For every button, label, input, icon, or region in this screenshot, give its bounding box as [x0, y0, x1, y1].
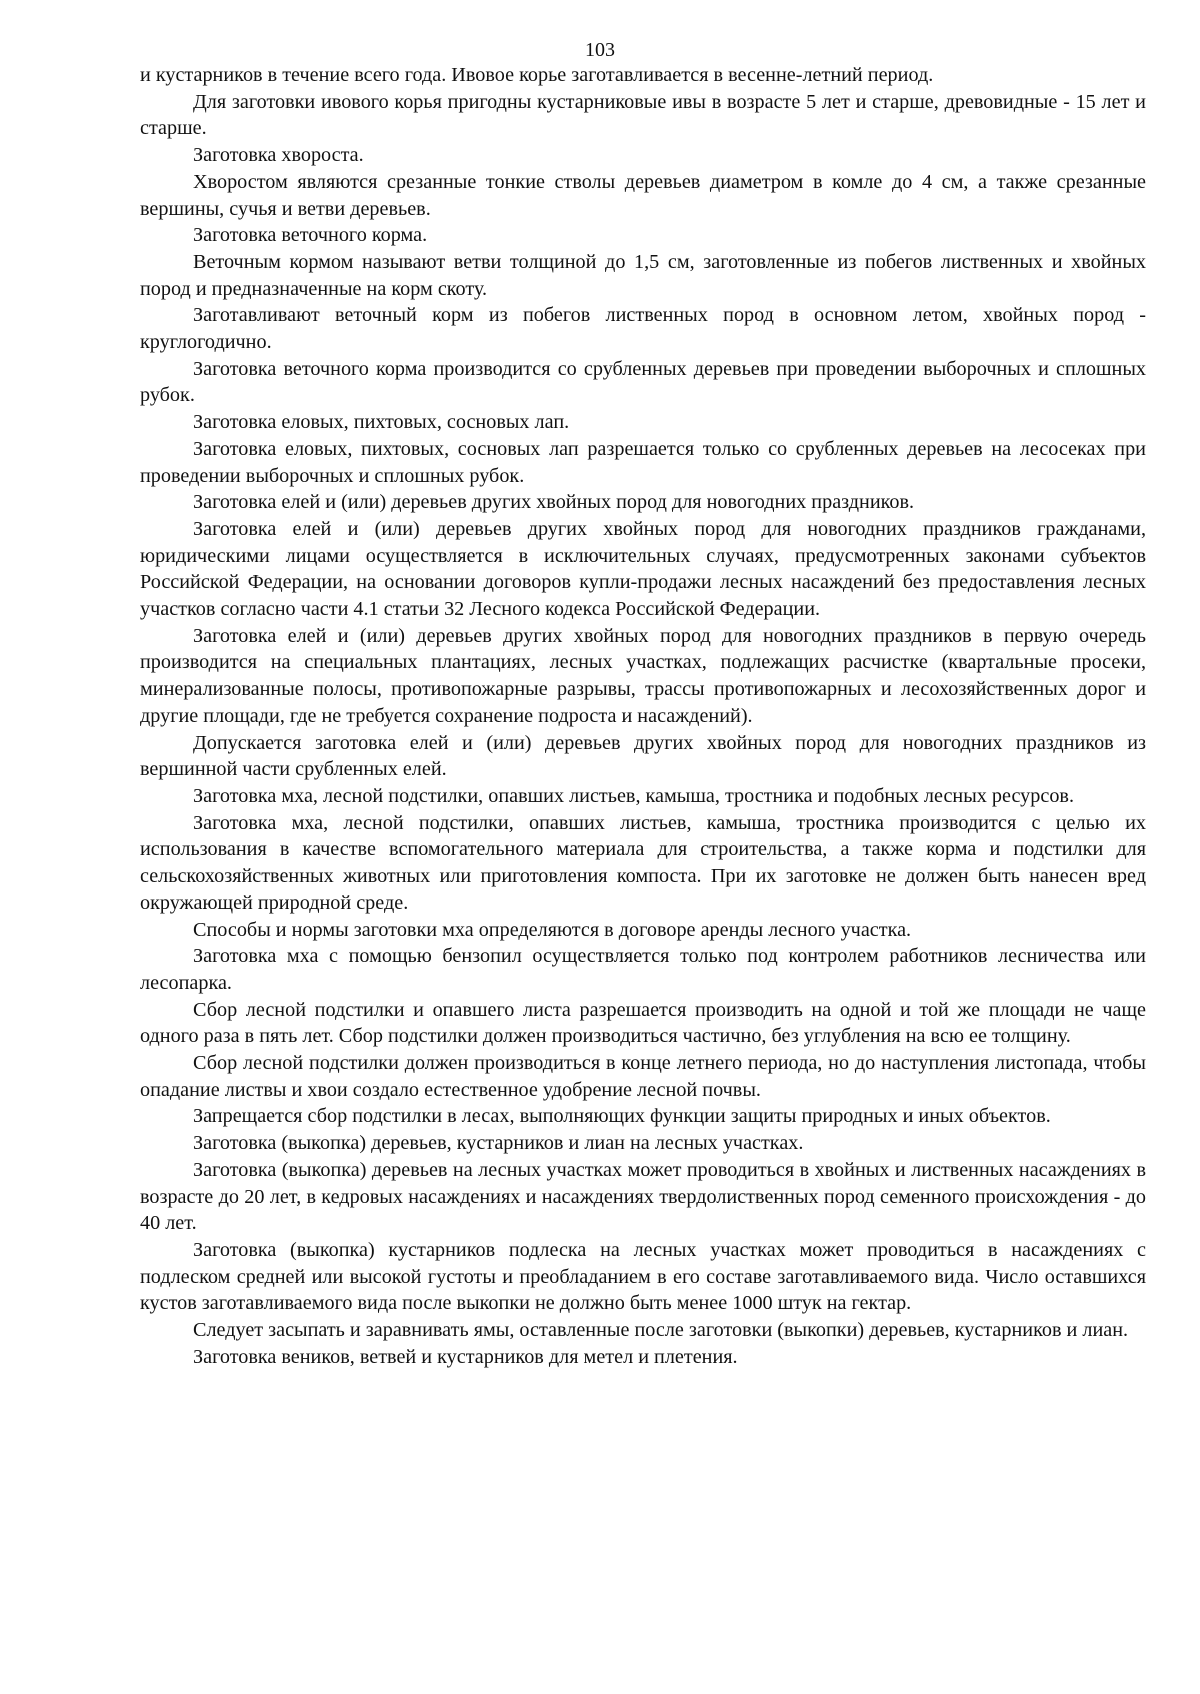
paragraph: Заготовка веточного корма производится со срубленных деревьев при проведении выборочных и сплошных рубок.: [140, 357, 1146, 407]
paragraph: Заготовка елей и (или) деревьев других хвойных пород для новогодних праздников гражданами, юридическими лицами осуществляется в исключительных случаях, предусмотренных законами субъектов Российской Федерации, на основании договоров купли-продажи лесных насаждений без предоставления лесных участков согласно части 4.1 статьи 32 Лесного кодекса Российской Федерации.: [140, 517, 1146, 621]
paragraph: Следует засыпать и заравнивать ямы, оставленные после заготовки (выкопки) деревьев, кустарников и лиан.: [193, 1319, 1129, 1342]
document-body: [140, 62, 1146, 1370]
paragraph: Заготовка (выкопка) кустарников подлеска на лесных участках может проводиться в насаждениях с подлеском средней или высокой густоты и преобладанием в его составе заготавливаемого вида. Число оставшихся кустов заготавливаемого вида после выкопки не должно быть менее 1000 штук на гектар.: [140, 1238, 1146, 1315]
paragraph: Для заготовки ивового корья пригодны кустарниковые ивы в возрасте 5 лет и старше, древовидные - 15 лет и старше.: [140, 90, 1146, 140]
paragraph: Заготовка мха, лесной подстилки, опавших листьев, камыша, тростника и подобных лесных ресурсов.: [193, 784, 1074, 807]
paragraph: Допускается заготовка елей и (или) деревьев других хвойных пород для новогодних праздников из вершинной части срубленных елей.: [140, 731, 1146, 781]
paragraph: Заготовка (выкопка) деревьев, кустарников и лиан на лесных участках.: [193, 1132, 804, 1155]
paragraph: Заготовка мха с помощью бензопил осуществляется только под контролем работников лесничества или лесопарка.: [140, 945, 1146, 994]
paragraph: и кустарников в течение всего года. Ивовое корье заготавливается в весенне-летний период.: [140, 64, 934, 86]
paragraph: Заготавливают веточный корм из побегов лиственных пород в основном летом, хвойных пород - круглогодично.: [140, 304, 1146, 354]
paragraph: Заготовка веточного корма.: [193, 224, 428, 247]
paragraph: Веточным кормом называют ветви толщиной до 1,5 см, заготовленные из побегов лиственных и хвойных пород и предназначенные на корм скоту.: [140, 250, 1146, 300]
paragraph: Заготовка веников, ветвей и кустарников для метел и плетения.: [193, 1345, 738, 1368]
paragraph: Сбор лесной подстилки должен производиться в конце летнего периода, но до наступления листопада, чтобы опадание листвы и хвои создало естественное удобрение лесной почвы.: [140, 1052, 1146, 1101]
paragraph: Запрещается сбор подстилки в лесах, выполняющих функции защиты природных и иных объектов.: [193, 1105, 1051, 1128]
paragraph: Заготовка мха, лесной подстилки, опавших листьев, камыша, тростника производится с целью их использования в качестве вспомогательного материала для строительства, а также корма и подстилки для сельскохозяйственных животных или приготовления компоста. При их заготовке не должен быть нанесен вред окружающей природной среде.: [140, 811, 1146, 914]
paragraph: Заготовка елей и (или) деревьев других хвойных пород для новогодних праздников.: [193, 491, 915, 514]
paragraph: Заготовка елей и (или) деревьев других хвойных пород для новогодних праздников в первую очередь производится на специальных плантациях, лесных участках, подлежащих расчистке (квартальные просеки, минерализованные полосы, противопожарные разрывы, трассы противопожарных и лесохозяйственных дорог и другие площади, где не требуется сохранение подроста и насаждений).: [140, 624, 1146, 727]
page-number: 103: [585, 39, 615, 61]
paragraph: Способы и нормы заготовки мха определяются в договоре аренды лесного участка.: [193, 918, 912, 941]
paragraph: Хворостом являются срезанные тонкие стволы деревьев диаметром в комле до 4 см, а также срезанные вершины, сучья и ветви деревьев.: [140, 170, 1146, 220]
paragraph: Заготовка еловых, пихтовых, сосновых лап.: [193, 411, 570, 434]
paragraph: Заготовка хвороста.: [193, 144, 364, 167]
paragraph: Сбор лесной подстилки и опавшего листа разрешается производить на одной и той же площади не чаще одного раза в пять лет. Сбор подстилки должен производиться частично, без углубления на всю ее толщину.: [140, 998, 1146, 1048]
paragraph: Заготовка (выкопка) деревьев на лесных участках может проводиться в хвойных и лиственных насаждениях в возрасте до 20 лет, в кедровых насаждениях и насаждениях твердолиственных пород семенного происхождения - до 40 лет.: [140, 1158, 1146, 1235]
paragraph: Заготовка еловых, пихтовых, сосновых лап разрешается только со срубленных деревьев на лесосеках при проведении выборочных и сплошных рубок.: [140, 437, 1146, 487]
